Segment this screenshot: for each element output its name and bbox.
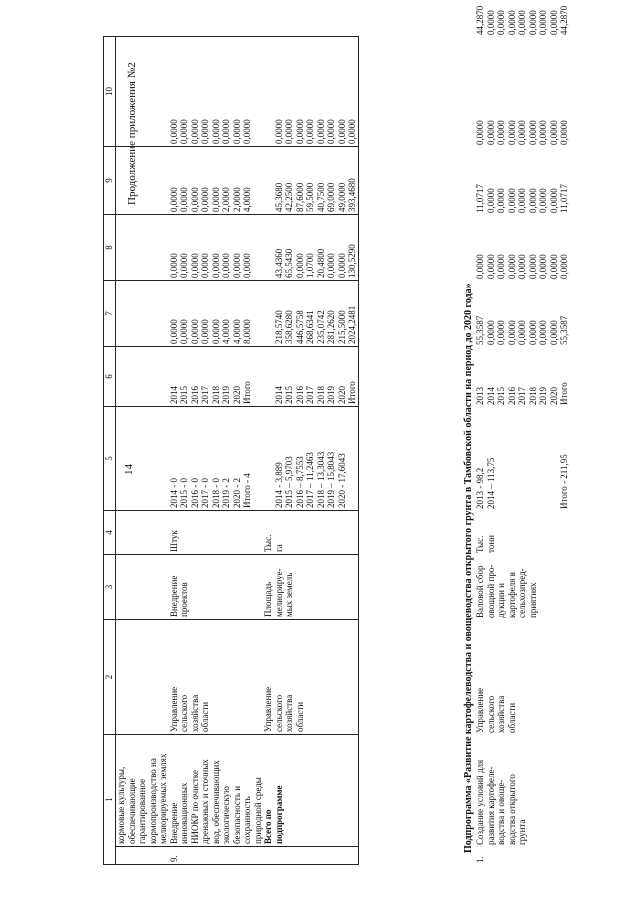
row-number: 9. [169,847,264,865]
page-number: 14 [123,464,135,475]
measure-name: Создание условий для развития картофеле- водства и овоще- водства открытого грунта [475,759,527,845]
funding-col7: 0,0000 0,0000 0,0000 0,0000 0,0000 0,0000 0,0000 0,0000 0,0000 [475,254,569,279]
indicator-values: 2013 - 98,2 2014 – 113,75 Итого - 211,95 [475,454,569,509]
header-row [104,37,116,865]
executor: Управление сельского хозяйства области [475,687,517,733]
continued-row [116,37,169,865]
years: 2014 2015 2016 2017 2018 2019 2020 Итого [263,347,358,407]
header-cell: 5 [104,407,116,511]
indicator: Площадь мелиорируе- мых земель [263,555,358,620]
measure-name: Внедрение инновационных НИОКР по очистке дренажных и сточных вод, обеспечивающих экологическую безопасность и сохранность природной среды [169,735,264,847]
header-cell: 9 [104,147,116,215]
unit: Штук [169,511,264,555]
funding-col9: 0,0000 0,0000 0,0000 0,0000 0,0000 0,0000 0,0000 0,0000 0,0000 [475,120,569,145]
funding-col6: 218,5740 358,6280 446,5758 268,6341 235,0742 281,2620 215,5000 2024,2481 [263,281,358,347]
header-cell: 8 [104,215,116,281]
funding-col6: 55,3587 0,0000 0,0000 0,0000 0,0000 0,0000 0,0000 0,0000 55,3587 [475,315,569,345]
main-table [103,36,359,865]
subprogram-title: Подпрограмма «Развитие картофелеводства и овощеводства открытого грунта в Тамбовской области на период до 2020 года» [463,283,474,853]
funding-col8: 45,3680 42,2500 87,6000 59,5000 40,7500 69,0000 49,0000 393,4680 [263,147,358,215]
row-number: 1. [475,856,485,863]
indicator-values: 2014 - 3,889 2015 – 5,9703 2016 – 8,7553 2017 – 11,2463 2018 – 13,3043 2019 – 15,8043 2020 - 17,6043 [263,407,358,511]
header-cell: 4 [104,511,116,555]
unit: Тыс. га [263,511,358,555]
header-cell: 2 [104,620,116,735]
funding-col7: 43,4360 65,5430 0,0000 1,0700 20,4800 0,0000 0,0000 130,5290 [263,215,358,281]
table-row: 1. Создание условий для развития картофеле- водства и овоще- водства открытого грунта Управление сельского хозяйства области Валовой сбор овощной про- дукции и картофеля в сельхозпред- приятиях Тыс. тонн 2013 - 98,2 2014 – 113,75 Итого - 211,95 2013 2014 2015 2016 2017 2018 2019 2020 Итого 55,3587 0,0000 0,0000 0,0000 0,0000 0,0000 0,0000 0,0000 55,3587 0,0000 0,0000 0,0000 0,0000 0,0000 0,0000 0,0000 0,0000 0,0000 11,0717 0,0000 0,0000 0,0000 0,0000 0,0000 0,0000 0,0000 11,0717 0,0000 0,0000 0,0000 0,0000 0,0000 0,0000 0,0000 0,0000 0,0000 44,2870 0,0000 0,0000 0,0000 0,0000 0,0000 0,0000 0,0000 44,2870 [475,5,569,863]
indicator: Валовой сбор овощной про- дукции и картофеля в сельхозпред- приятиях [475,564,538,618]
header-cell: 6 [104,347,116,407]
total-label: Всего по подпрограмме [263,735,358,847]
funding-col8: 11,0717 0,0000 0,0000 0,0000 0,0000 0,0000 0,0000 0,0000 11,0717 [475,184,569,213]
table-row [169,37,264,865]
executor: Управление сельского хозяйства области [169,620,264,735]
header-cell: 10 [104,37,116,147]
unit: Тыс. тонн [475,535,496,553]
indicator-values: 2014 - 0 2015 - 0 2016 - 0 2017 - 0 2018 - 0 2019 - 2 2020 - 2 Итого - 4 [169,407,264,511]
executor: Управление сельского хозяйства области [263,620,358,735]
subprogram-table [475,5,570,865]
funding-col7: 0,0000 0,0000 0,0000 0,0000 0,0000 0,0000 0,0000 0,0000 [169,215,264,281]
header-cell: 3 [104,555,116,620]
total-row [263,37,358,865]
funding-col6: 0,0000 0,0000 0,0000 0,0000 0,0000 4,0000 4,0000 8,0000 [169,281,264,347]
funding-col9: 0,0000 0,0000 0,0000 0,0000 0,0000 0,0000 0,0000 0,0000 [263,37,358,147]
years: 2013 2014 2015 2016 2017 2018 2019 2020 Итого [475,382,569,405]
continued-text: кормовые культуры, обеспечивающие гарантированное кормопроизводство на мелиорируемых землях [116,735,169,847]
funding-col8: 0,0000 0,0000 0,0000 0,0000 0,0000 2,0000 2,0000 4,0000 [169,147,264,215]
header-cell: 7 [104,281,116,347]
years: 2014 2015 2016 2017 2018 2019 2020 Итого [169,347,264,407]
appendix-title: Продолжение приложения №2 [126,62,138,205]
header-cell: 1 [104,735,116,865]
funding-col9: 0,0000 0,0000 0,0000 0,0000 0,0000 0,0000 0,0000 0,0000 [169,37,264,147]
indicator: Внедрение проектов [169,555,264,620]
